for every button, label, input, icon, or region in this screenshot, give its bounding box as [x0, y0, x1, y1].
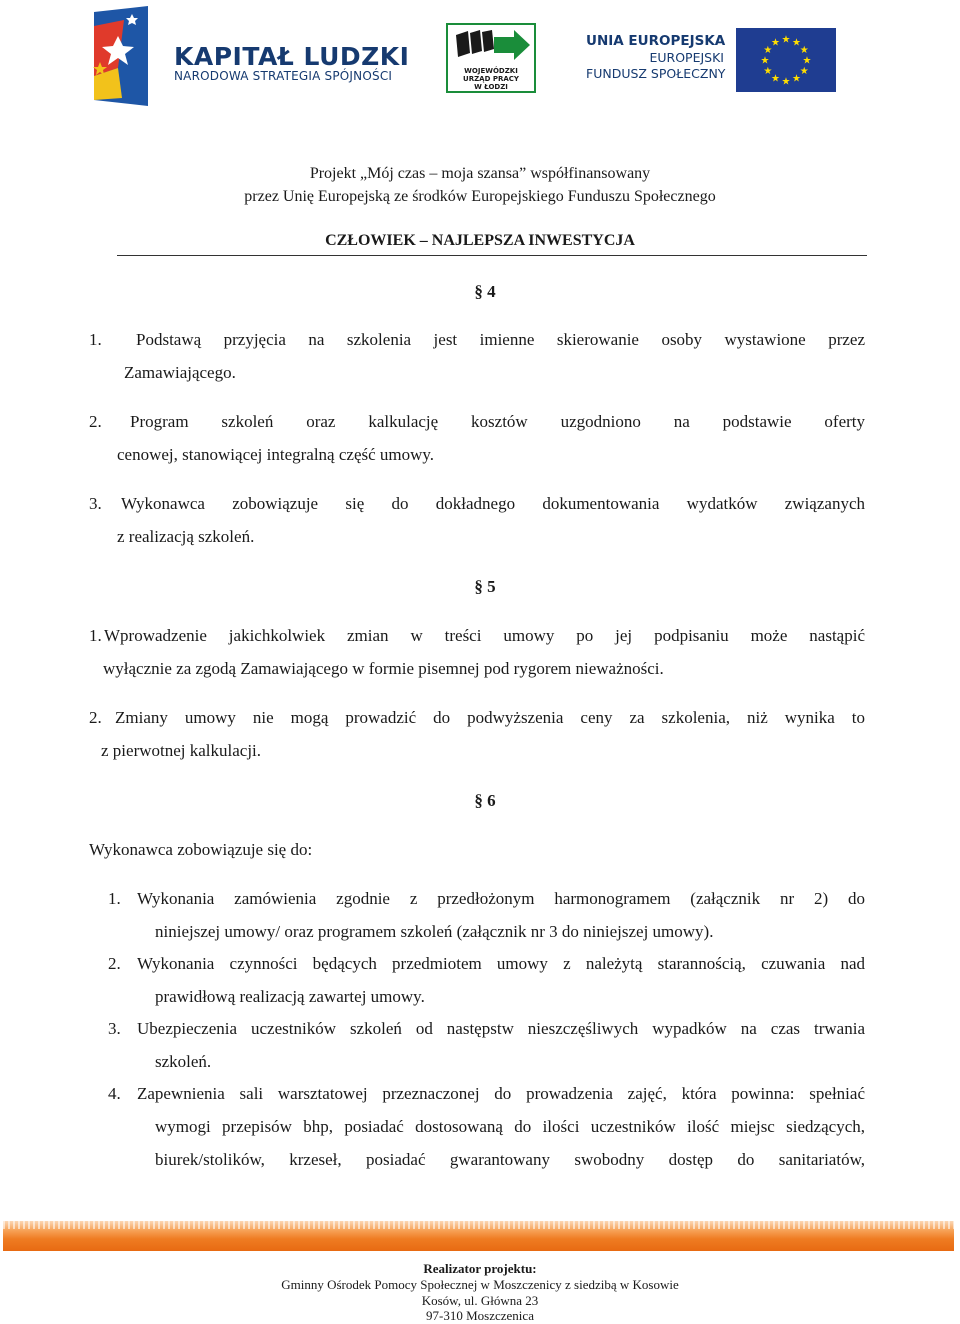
- s4-item-3-line-2: z realizacją szkoleń.: [117, 527, 255, 546]
- s4-item-2-line-2: cenowej, stanowiącej integralną część umowy.: [117, 445, 435, 464]
- kapital-ludzki-logo: [88, 6, 408, 108]
- eu-star-icon: ★: [781, 76, 791, 88]
- wup-logo: [446, 23, 536, 93]
- eu-star-icon: ★: [771, 37, 780, 49]
- footer-org: Gminny Ośrodek Pomocy Społecznej w Moszczenicy z siedzibą w Kosowie: [281, 1277, 679, 1292]
- s4-item-3-number: 3.: [89, 494, 102, 513]
- s6-item-4-line-3: biurek/stolików, krzeseł, posiadać gwarantowany swobodny dostęp do sanitariatów,: [155, 1150, 865, 1169]
- s5-item-2-line-1: Zmiany umowy nie mogą prowadzić do podwyższenia ceny za szkolenia, niż wynika to: [115, 708, 865, 727]
- eu-flag-icon: [736, 28, 836, 92]
- s4-item-3-line-1: Wykonawca zobowiązuje się do dokładnego dokumentowania wydatków związanych: [121, 494, 865, 513]
- eu-star-icon: ★: [760, 55, 770, 67]
- s6-item-2-line-2: prawidłową realizacją zawartej umowy.: [155, 987, 425, 1006]
- header-rule: [117, 255, 867, 256]
- kapital-ludzki-emblem-icon: [88, 6, 154, 108]
- s6-item-4-number: 4.: [108, 1084, 121, 1103]
- eu-star-icon: ★: [792, 73, 801, 85]
- s6-item-1-line-2: niniejszej umowy/ oraz programem szkoleń (załącznik nr 3 do niniejszej umowy).: [155, 922, 714, 941]
- wup-line-3: W ŁODZI: [474, 83, 508, 91]
- eu-star-icon: ★: [799, 45, 809, 56]
- eu-stars-icon: [736, 28, 836, 92]
- header-logos: [0, 6, 960, 108]
- s5-item-1-number: 1.: [89, 626, 102, 645]
- eu-star-icon: ★: [802, 55, 812, 67]
- eu-star-icon: ★: [792, 37, 801, 49]
- footer-band-stripes: [3, 1221, 954, 1229]
- s4-item-1-line-2: Zamawiającego.: [124, 363, 236, 382]
- wup-line-2: URZĄD PRACY: [463, 75, 519, 83]
- s6-item-1-number: 1.: [108, 889, 121, 908]
- slogan: CZŁOWIEK – NAJLEPSZA INWESTYCJA: [325, 232, 635, 249]
- section-6-heading: § 6: [474, 791, 496, 810]
- eu-star-icon: ★: [781, 34, 791, 46]
- s4-item-2-line-1: Program szkoleń oraz kalkulację kosztów uzgodniono na podstawie oferty: [130, 412, 865, 431]
- ue-logo-text: [586, 32, 724, 82]
- s5-item-2-line-2: z pierwotnej kalkulacji.: [101, 741, 262, 760]
- wup-name: [448, 67, 534, 91]
- s4-item-1-line-1: Podstawą przyjęcia na szkolenia jest imienne skierowanie osoby wystawione przez: [136, 330, 865, 349]
- s6-item-1-line-1: Wykonania zamówienia zgodnie z przedłożonym harmonogramem (załącznik nr 2) do: [137, 889, 865, 908]
- s6-item-4-line-1: Zapewnienia sali warsztatowej przeznaczonej do prowadzenia zajęć, która powinna: spełniać: [137, 1084, 865, 1103]
- s6-item-2-number: 2.: [108, 954, 121, 973]
- s4-item-1-number: 1.: [89, 330, 102, 349]
- eu-star-icon: ★: [763, 66, 773, 77]
- s6-item-3-line-2: szkoleń.: [155, 1052, 212, 1071]
- ue-title: UNIA EUROPEJSKA: [586, 33, 726, 49]
- footer-address: Kosów, ul. Główna 23: [421, 1293, 539, 1308]
- section-4-heading: § 4: [474, 282, 496, 301]
- ue-sub-1: EUROPEJSKI: [649, 50, 724, 65]
- s5-item-1-line-1: Wprowadzenie jakichkolwiek zmian w treści umowy po jej podpisaniu może nastąpić: [104, 626, 865, 645]
- kapital-ludzki-subtitle: NARODOWA STRATEGIA SPÓJNOŚCI: [174, 69, 393, 83]
- s6-item-2-line-1: Wykonania czynności będących przedmiotem umowy z należytą starannością, czuwania nad: [137, 954, 865, 973]
- wup-arrow-icon: [448, 27, 534, 67]
- project-line-1: Projekt „Mój czas – moja szansa” współfinansowany: [309, 165, 651, 182]
- footer-label: Realizator projektu:: [423, 1261, 537, 1276]
- s6-item-3-number: 3.: [108, 1019, 121, 1038]
- s6-item-3-line-1: Ubezpieczenia uczestników szkoleń od następstw nieszczęśliwych wypadków na czas trwania: [137, 1019, 865, 1038]
- s6-item-4-line-2: wymogi przepisów bhp, posiadać dostosowaną do ilości uczestników ilość miejsc siedzących,: [155, 1117, 865, 1136]
- wup-line-1: WOJEWÓDZKI: [464, 67, 518, 75]
- section-5-heading: § 5: [474, 577, 496, 596]
- ue-sub-2: FUNDUSZ SPOŁECZNY: [586, 66, 726, 81]
- kapital-ludzki-title: KAPITAŁ LUDZKI: [174, 42, 410, 71]
- project-line-2: przez Unię Europejską ze środków Europejskiego Funduszu Społecznego: [244, 188, 716, 205]
- footer-postal: 97-310 Moszczenica: [426, 1308, 534, 1323]
- eu-star-icon: ★: [799, 66, 809, 77]
- eu-star-icon: ★: [771, 73, 780, 85]
- s6-intro: Wykonawca zobowiązuje się do:: [89, 840, 313, 859]
- eu-star-icon: ★: [763, 45, 773, 56]
- s5-item-1-line-2: wyłącznie za zgodą Zamawiającego w formie pisemnej pod rygorem nieważności.: [103, 659, 664, 678]
- s5-item-2-number: 2.: [89, 708, 102, 727]
- s4-item-2-number: 2.: [89, 412, 102, 431]
